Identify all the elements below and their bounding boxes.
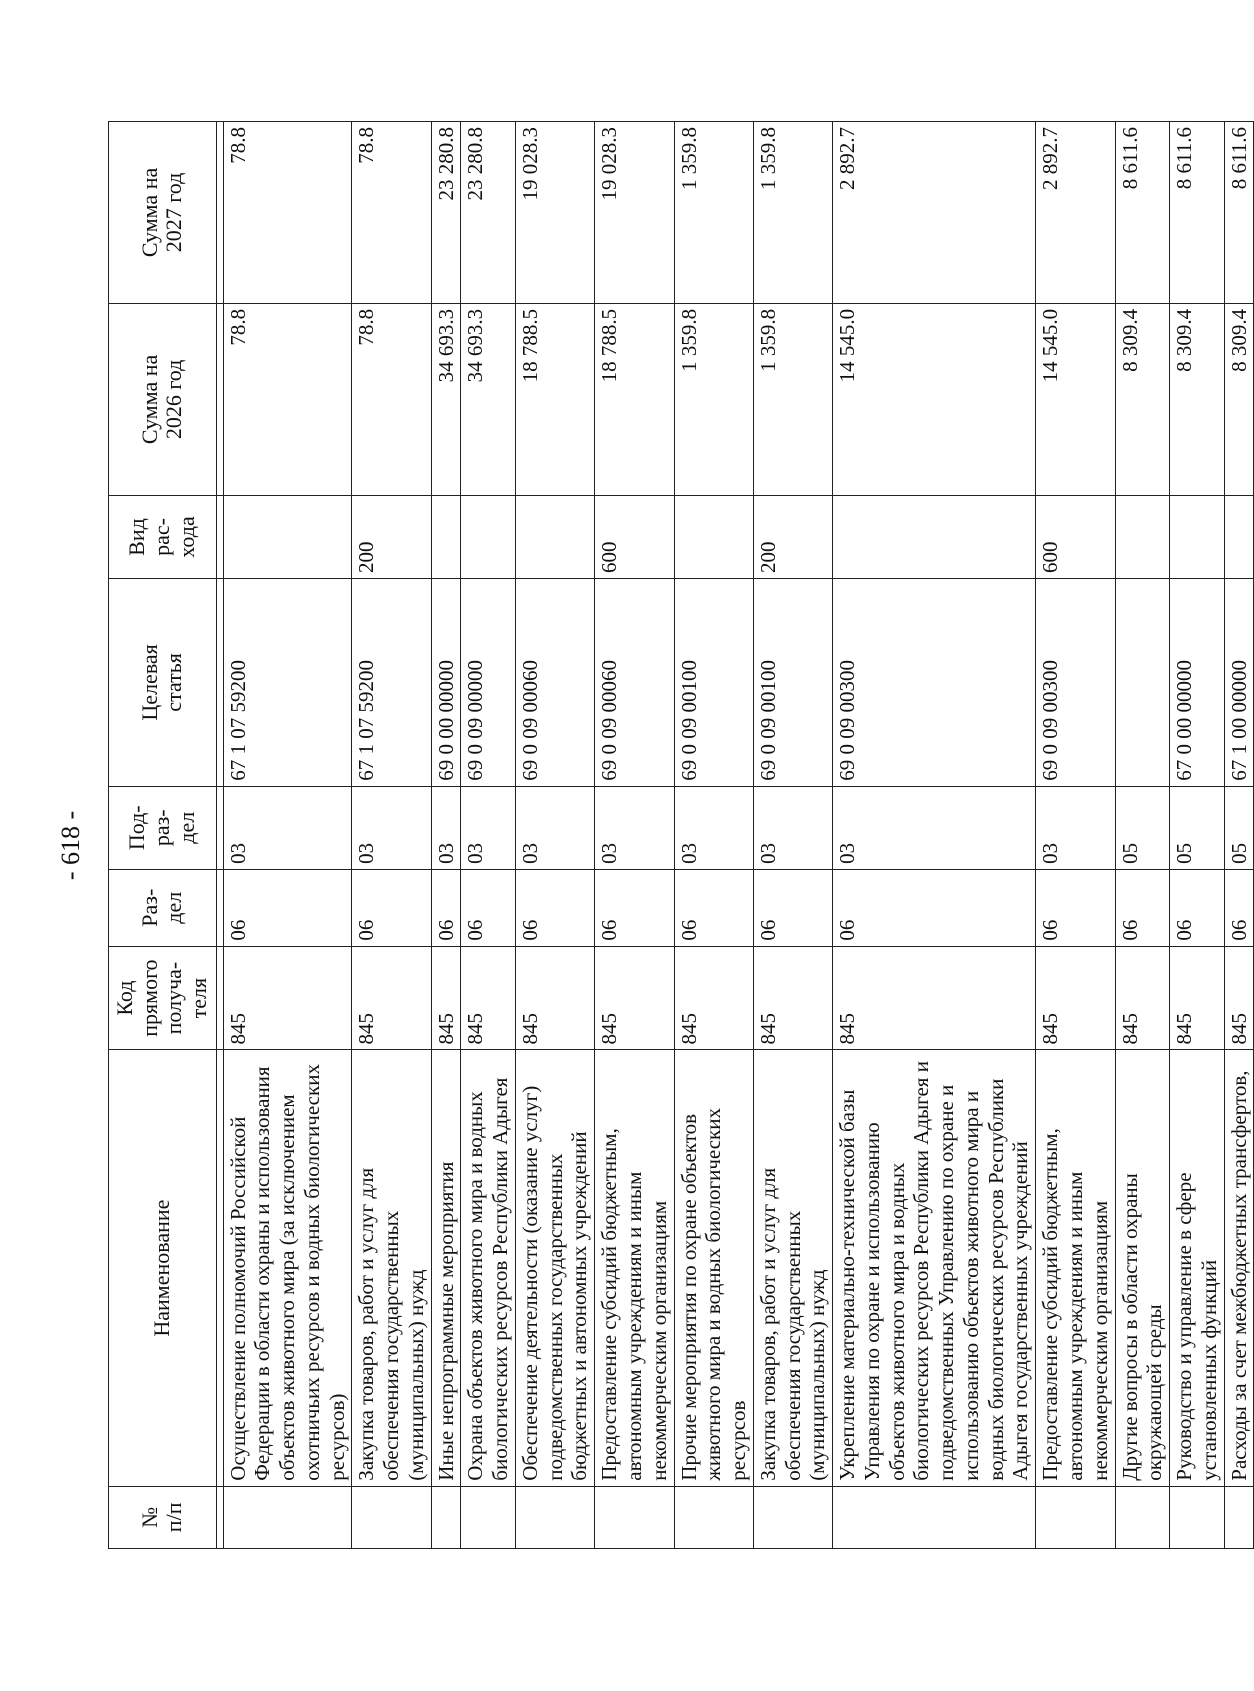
cell-recipient-code: 845 (352, 946, 431, 1050)
header-target-article: Целевая статья (109, 579, 217, 787)
cell-num (1170, 1486, 1225, 1548)
cell-sum-2027: 1 359.8 (753, 122, 832, 304)
cell-sum-2027: 19 028.3 (515, 122, 594, 304)
cell-expense-type (515, 495, 594, 578)
cell-recipient-code: 845 (753, 946, 832, 1050)
header-subsection: Под- раз- дел (109, 786, 217, 869)
table-row (1224, 122, 1254, 1549)
table-row (753, 122, 832, 1549)
cell-sum-2026: 8 309.4 (1224, 303, 1254, 495)
header-recipient-code: Код прямого получа- теля (109, 946, 217, 1050)
cell-subsection: 03 (461, 786, 516, 869)
cell-sum-2026: 8 309.4 (1115, 303, 1170, 495)
cell-expense-type: 200 (352, 495, 431, 578)
cell-sum-2027: 8 611.6 (1115, 122, 1170, 304)
cell-section: 06 (461, 869, 516, 946)
cell-target-article: 69 0 09 00300 (833, 579, 1036, 787)
table-row (223, 122, 352, 1549)
cell-name: Предоставление субсидий бюджетным, автономным учреждениям и иным некоммерческим организациям (595, 1050, 674, 1486)
cell-section: 06 (1170, 869, 1225, 946)
cell-expense-type (833, 495, 1036, 578)
cell-recipient-code: 845 (833, 946, 1036, 1050)
cell-expense-type (1170, 495, 1225, 578)
cell-subsection: 03 (753, 786, 832, 869)
header-name: Наименование (109, 1050, 217, 1486)
cell-name: Иные непрограммные мероприятия (431, 1050, 461, 1486)
cell-num (1036, 1486, 1115, 1548)
cell-expense-type (461, 495, 516, 578)
cell-recipient-code: 845 (515, 946, 594, 1050)
header-section: Раз- дел (109, 869, 217, 946)
cell-subsection: 03 (431, 786, 461, 869)
cell-num (352, 1486, 431, 1548)
cell-name: Обеспечение деятельности (оказание услуг) подведомственных государственных бюджетных и автономных учреждений (515, 1050, 594, 1486)
cell-num (674, 1486, 753, 1548)
page-number: - 618 - (56, 810, 85, 881)
cell-target-article: 67 1 07 59200 (223, 579, 352, 787)
table-row (352, 122, 431, 1549)
cell-subsection: 03 (674, 786, 753, 869)
cell-expense-type (674, 495, 753, 578)
cell-expense-type (223, 495, 352, 578)
cell-num (515, 1486, 594, 1548)
cell-expense-type (1224, 495, 1254, 578)
cell-subsection: 03 (1036, 786, 1115, 869)
cell-subsection: 03 (595, 786, 674, 869)
cell-name: Руководство и управление в сфере установленных функций (1170, 1050, 1225, 1486)
cell-recipient-code: 845 (1115, 946, 1170, 1050)
cell-sum-2027: 78.8 (352, 122, 431, 304)
cell-recipient-code: 845 (1224, 946, 1254, 1050)
table-header-row (109, 122, 217, 1549)
cell-recipient-code: 845 (595, 946, 674, 1050)
cell-sum-2027: 19 028.3 (595, 122, 674, 304)
cell-num (833, 1486, 1036, 1548)
cell-expense-type: 200 (753, 495, 832, 578)
cell-name: Закупка товаров, работ и услуг для обеспечения государственных (муниципальных) нужд (352, 1050, 431, 1486)
cell-target-article: 67 1 00 00000 (1224, 579, 1254, 787)
table-row (1036, 122, 1115, 1549)
cell-sum-2026: 14 545.0 (833, 303, 1036, 495)
cell-name: Предоставление субсидий бюджетным, автономным учреждениям и иным некоммерческим организациям (1036, 1050, 1115, 1486)
table-row (1115, 122, 1170, 1549)
cell-sum-2026: 8 309.4 (1170, 303, 1225, 495)
cell-subsection: 03 (352, 786, 431, 869)
cell-num (461, 1486, 516, 1548)
cell-sum-2027: 8 611.6 (1224, 122, 1254, 304)
table-row (1170, 122, 1225, 1549)
table-row (431, 122, 461, 1549)
cell-target-article: 69 0 09 00060 (515, 579, 594, 787)
cell-sum-2026: 14 545.0 (1036, 303, 1115, 495)
cell-recipient-code: 845 (431, 946, 461, 1050)
cell-name: Закупка товаров, работ и услуг для обеспечения государственных (муниципальных) нужд (753, 1050, 832, 1486)
cell-num (1224, 1486, 1254, 1548)
cell-section: 06 (595, 869, 674, 946)
cell-section: 06 (1115, 869, 1170, 946)
cell-sum-2027: 1 359.8 (674, 122, 753, 304)
cell-expense-type (1115, 495, 1170, 578)
cell-recipient-code: 845 (674, 946, 753, 1050)
cell-num (431, 1486, 461, 1548)
cell-num (753, 1486, 832, 1548)
cell-sum-2026: 78.8 (352, 303, 431, 495)
cell-sum-2027: 23 280.8 (431, 122, 461, 304)
cell-section: 06 (753, 869, 832, 946)
cell-sum-2027: 23 280.8 (461, 122, 516, 304)
cell-recipient-code: 845 (461, 946, 516, 1050)
cell-sum-2026: 1 359.8 (674, 303, 753, 495)
cell-target-article (1115, 579, 1170, 787)
cell-subsection: 03 (515, 786, 594, 869)
cell-expense-type: 600 (595, 495, 674, 578)
cell-subsection: 03 (223, 786, 352, 869)
table-row (515, 122, 594, 1549)
cell-sum-2026: 18 788.5 (515, 303, 594, 495)
cell-num (595, 1486, 674, 1548)
cell-name: Расходы за счет межбюджетных трансфертов, (1224, 1050, 1254, 1486)
cell-section: 06 (223, 869, 352, 946)
table-row (674, 122, 753, 1549)
cell-expense-type: 600 (1036, 495, 1115, 578)
table-row (461, 122, 516, 1549)
cell-sum-2026: 18 788.5 (595, 303, 674, 495)
cell-target-article: 69 0 09 00100 (753, 579, 832, 787)
cell-sum-2027: 8 611.6 (1170, 122, 1225, 304)
cell-name: Осуществление полномочий Российской Федерации в области охраны и использования объектов животного мира (за исключением охотничьих ресурсов и водных биологических ресурсов) (223, 1050, 352, 1486)
cell-subsection: 05 (1115, 786, 1170, 869)
cell-subsection: 05 (1224, 786, 1254, 869)
cell-sum-2026: 1 359.8 (753, 303, 832, 495)
cell-subsection: 03 (833, 786, 1036, 869)
cell-expense-type (431, 495, 461, 578)
cell-section: 06 (515, 869, 594, 946)
cell-section: 06 (1224, 869, 1254, 946)
cell-target-article: 67 0 00 00000 (1170, 579, 1225, 787)
cell-recipient-code: 845 (1036, 946, 1115, 1050)
cell-sum-2027: 2 892.7 (833, 122, 1036, 304)
cell-target-article: 69 0 09 00000 (461, 579, 516, 787)
table-row (595, 122, 674, 1549)
budget-table (108, 121, 1254, 1549)
cell-target-article: 69 0 09 00060 (595, 579, 674, 787)
cell-sum-2026: 34 693.3 (461, 303, 516, 495)
cell-target-article: 69 0 09 00100 (674, 579, 753, 787)
cell-name: Прочие мероприятия по охране объектов животного мира и водных биологических ресурсов (674, 1050, 753, 1486)
cell-num (223, 1486, 352, 1548)
cell-section: 06 (833, 869, 1036, 946)
cell-name: Другие вопросы в области охраны окружающей среды (1115, 1050, 1170, 1486)
cell-target-article: 69 0 09 00300 (1036, 579, 1115, 787)
table-row (833, 122, 1036, 1549)
cell-recipient-code: 845 (1170, 946, 1225, 1050)
cell-section: 06 (674, 869, 753, 946)
cell-recipient-code: 845 (223, 946, 352, 1050)
cell-sum-2027: 78.8 (223, 122, 352, 304)
cell-num (1115, 1486, 1170, 1548)
header-sum-2027: Сумма на 2027 год (109, 122, 217, 304)
cell-sum-2027: 2 892.7 (1036, 122, 1115, 304)
cell-subsection: 05 (1170, 786, 1225, 869)
table-body (223, 122, 1254, 1549)
header-spacer-row (216, 122, 223, 1549)
header-num: № п/п (109, 1486, 217, 1548)
cell-sum-2026: 78.8 (223, 303, 352, 495)
cell-name: Укрепление материально-технической базы Управления по охране и использованию объектов животного мира и водных биологических ресурсов Республики Адыгея и подведомственных Управлению по охране и использованию объектов животного мира и водных биологических ресурсов Республики Адыгея государственных учреждений (833, 1050, 1036, 1486)
cell-sum-2026: 34 693.3 (431, 303, 461, 495)
cell-section: 06 (1036, 869, 1115, 946)
cell-section: 06 (431, 869, 461, 946)
header-sum-2026: Сумма на 2026 год (109, 303, 217, 495)
cell-section: 06 (352, 869, 431, 946)
cell-target-article: 69 0 00 00000 (431, 579, 461, 787)
header-expense-type: Вид рас- хода (109, 495, 217, 578)
cell-name: Охрана объектов животного мира и водных биологических ресурсов Республики Адыгея (461, 1050, 516, 1486)
cell-target-article: 67 1 07 59200 (352, 579, 431, 787)
